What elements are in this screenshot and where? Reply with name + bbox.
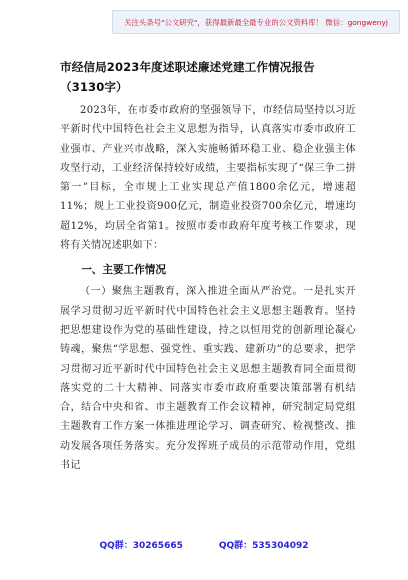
document-body	[60, 57, 356, 475]
footer-contact-bar	[0, 538, 408, 554]
intro-paragraph: 2023年，在市委市政府的坚强领导下，市经信局坚持以习近平新时代中国特色社会主义思想为指导，认真落实市委市政府工业强市、产业兴市战略，深入实施畅循环稳工业、稳企业强主体攻坚行动，工业经济保持较好成绩，主要指标实现了“保三争二拼第一”目标，全市规上工业实现总产值1800余亿元，增速超11%；规上工业投资900亿元，制造业投资700余亿元，增速均超12%，均居全省第1。按照市委市政府年度考核工作要求，现将有关情况述职如下：	[60, 105, 356, 252]
footer-qq-group-1[interactable]: QQ群：30265665	[99, 541, 183, 551]
top-promo-banner[interactable]	[112, 10, 400, 34]
footer-qq-group-2[interactable]: QQ群：535304092	[218, 541, 309, 551]
section-paragraph: （一）聚焦主题教育，深入推进全面从严治党。一是扎实开展学习贯彻习近平新时代中国特色社会主义思想主题教育。坚持把思想建设作为党的基础性建设，持之以恒用党的创新理论凝心铸魂，聚焦“学思想、强党性、重实践、建新功”的总要求，把学习贯彻习近平新时代中国特色社会主义思想主题教育同全面贯彻落实党的二十大精神、同落实市委市政府重要决策部署有机结合，结合中央和省、市主题教育工作会议精神，研究制定局党组主题教育工作方案一体推进理论学习、调查研究、检视整改、推动发展各项任务落实。充分发挥班子成员的示范带动作用，党组书记	[60, 286, 356, 472]
promo-banner-text: 关注头条号"公文研究"，获得最新最全最专业的公文资料库！ 微信：gongwenyj	[124, 17, 388, 27]
section-heading-main-work: 一、主要工作情况	[81, 264, 166, 277]
document-title: 市经信局2023年度述职述廉述党建工作情况报告（3130字）	[60, 60, 315, 94]
